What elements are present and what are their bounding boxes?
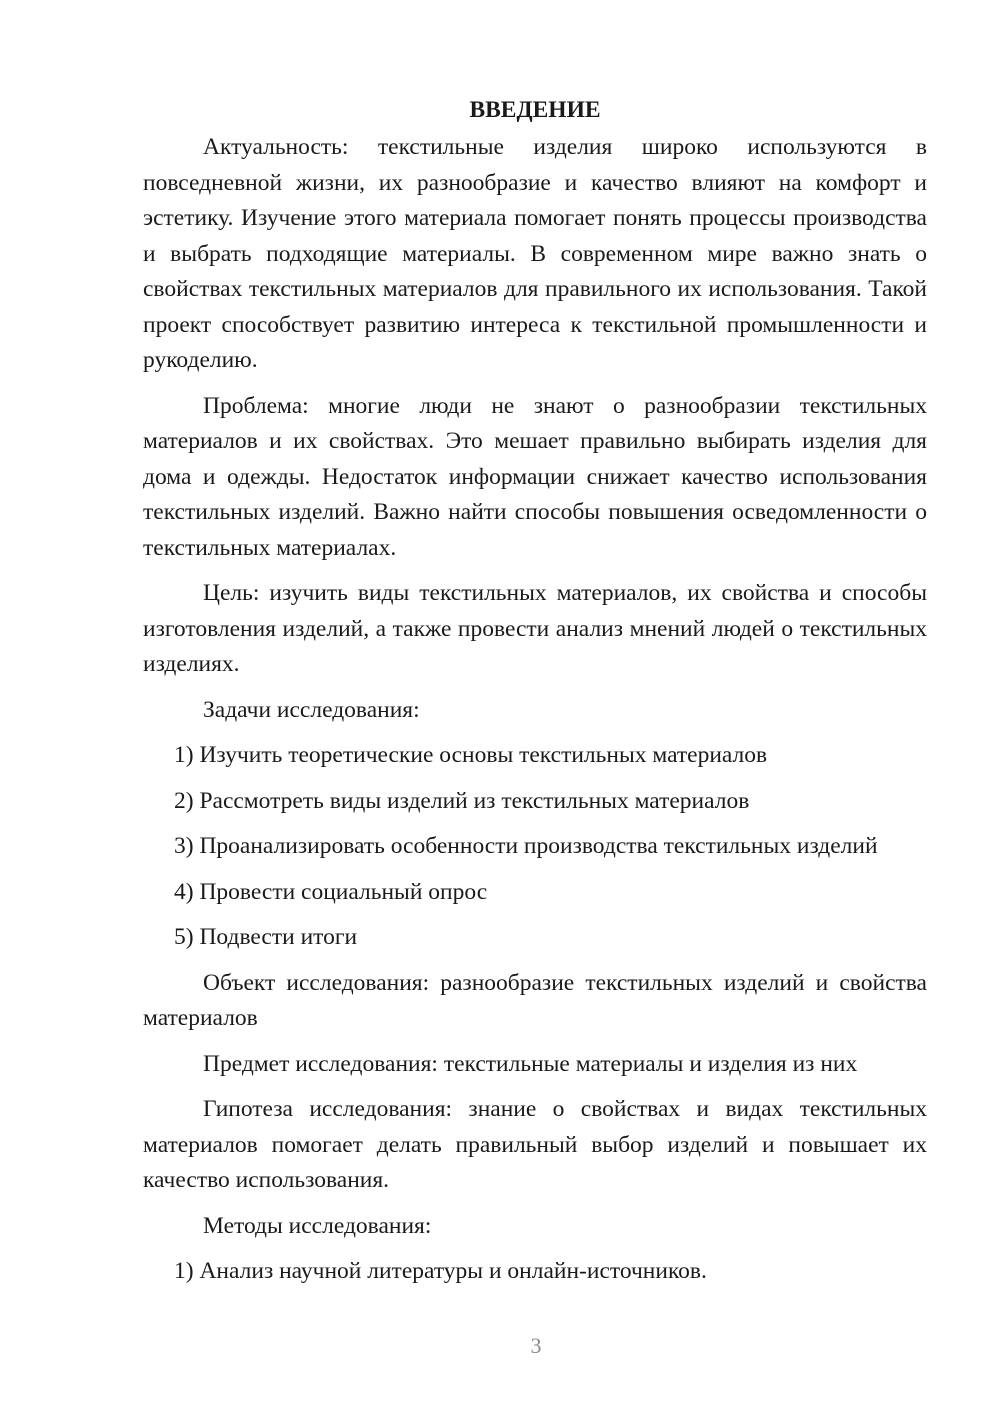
task-item: 5) Подвести итоги xyxy=(174,924,358,950)
paragraph-subject: Предмет исследования: текстильные материалы и изделия из них xyxy=(203,1050,858,1077)
paragraph-relevance: Актуальность: текстильные изделия широко используются в повседневной жизни, их разнообразие и качество влияют на комфорт и эстетику. Изучение этого материала помогает понять процессы производства и выбрать подходящие материалы. В современном мире важно знать о свойствах текстильных материалов для правильного их использования. Такой проект способствует развитию интереса к текстильной промышленности и рукоделию. xyxy=(143,134,927,373)
page-content xyxy=(143,92,927,1300)
paragraph-goal: Цель: изучить виды текстильных материалов, их свойства и способы изготовления изделий, а также провести анализ мнений людей о текстильных изделиях. xyxy=(143,580,927,677)
paragraph-problem: Проблема: многие люди не знают о разнообразии текстильных материалов и их свойствах. Это мешает правильно выбирать изделия для дома и одежды. Недостаток информации снижает качество использования текстильных изделий. Важно найти способы повышения осведомленности о текстильных материалах. xyxy=(143,392,927,561)
task-item: 3) Проанализировать особенности производства текстильных изделий xyxy=(174,833,878,859)
task-item: 4) Провести социальный опрос xyxy=(174,878,488,905)
page-number: 3 xyxy=(530,1333,542,1358)
task-item: 1) Изучить теоретические основы текстильных материалов xyxy=(174,742,768,768)
section-title: ВВЕДЕНИЕ xyxy=(469,97,601,123)
tasks-label: Задачи исследования: xyxy=(203,696,420,723)
task-item: 2) Рассмотреть виды изделий из текстильных материалов xyxy=(174,787,750,814)
method-item: 1) Анализ научной литературы и онлайн-источников. xyxy=(174,1258,707,1284)
methods-label: Методы исследования: xyxy=(203,1212,432,1239)
paragraph-hypothesis: Гипотеза исследования: знание о свойствах и видах текстильных материалов помогает делать правильный выбор изделий и повышает их качество использования. xyxy=(143,1096,927,1193)
paragraph-object: Объект исследования: разнообразие текстильных изделий и свойства материалов xyxy=(143,969,927,1031)
